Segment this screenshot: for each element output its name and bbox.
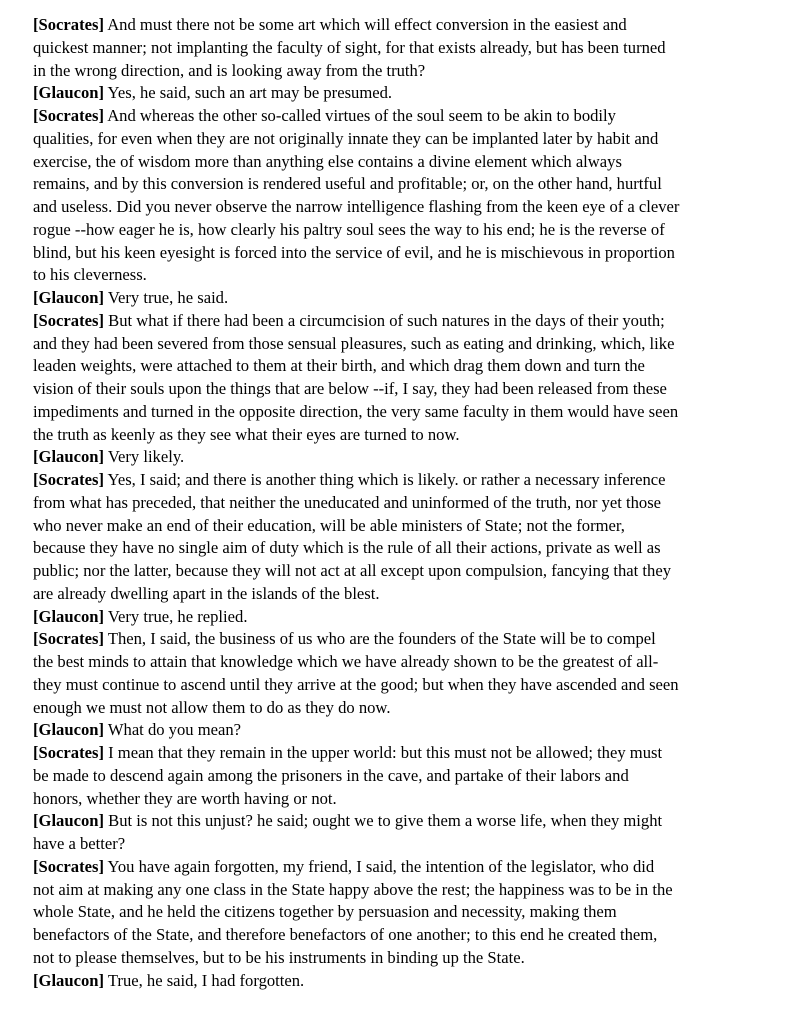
dialogue-turn-line — [33, 378, 753, 401]
speaker-label: [Glaucon] — [33, 811, 104, 831]
dialogue-turn-line — [33, 537, 753, 560]
dialogue-turn-line — [33, 242, 753, 265]
dialogue-turn-line — [33, 264, 753, 287]
speaker-name: Glaucon — [38, 83, 99, 103]
speaker-label: [Socrates] — [33, 629, 104, 649]
dialogue-turn-line — [33, 219, 753, 242]
dialogue-turn-line — [33, 196, 753, 219]
dialogue-turn-line — [33, 947, 753, 970]
dialogue-turn-first-line — [33, 310, 753, 333]
dialogue-line-text: I mean that they remain in the upper world: but this must not be allowed; they must — [108, 743, 663, 762]
dialogue-line-text: But what if there had been a circumcision of such natures in the days of their youth; — [108, 310, 665, 330]
dialogue-turn-line — [33, 333, 753, 356]
speaker-label: [Glaucon] — [33, 720, 104, 740]
speaker-name: Socrates — [38, 310, 99, 330]
speaker-name: Socrates — [38, 470, 99, 489]
dialogue-line-text: the best minds to attain that knowledge which we have already shown to be the greatest of all- — [33, 652, 659, 671]
speaker-name: Socrates — [38, 106, 99, 125]
speaker-label: [Socrates] — [33, 310, 104, 330]
dialogue-turn-first-line — [33, 628, 753, 651]
dialogue-line-text: exercise, the of wisdom more than anything else contains a divine element which always — [33, 151, 622, 171]
dialogue-line-text: Very likely. — [107, 447, 185, 467]
speaker-label: [Glaucon] — [33, 288, 104, 307]
dialogue-turn-first-line — [33, 287, 753, 310]
dialogue-line-text: And whereas the other so-called virtues of the soul seem to be akin to bodily — [107, 106, 616, 125]
dialogue-turn-line — [33, 60, 753, 83]
dialogue-turn-line — [33, 173, 753, 196]
dialogue-line-text: leaden weights, were attached to them at their birth, and which drag them down and turn the — [33, 356, 645, 376]
dialogue-line-text: True, he said, I had forgotten. — [107, 970, 305, 990]
speaker-label: [Socrates] — [33, 856, 104, 876]
dialogue-line-text: But is not this unjust? he said; ought we to give them a worse life, when they might — [108, 811, 663, 831]
dialogue-line-text: You have again forgotten, my friend, I said, the intention of the legislator, who did — [107, 856, 655, 876]
dialogue-line-text: blind, but his keen eyesight is forced into the service of evil, and he is mischievous in proportion — [33, 242, 675, 262]
dialogue-line-text: have a better? — [33, 834, 126, 853]
dialogue-text — [33, 14, 753, 992]
dialogue-line-text: quickest manner; not implanting the faculty of sight, for that exists already, but has been turned — [33, 37, 666, 57]
dialogue-line-text: in the wrong direction, and is looking away from the truth? — [33, 60, 426, 80]
dialogue-turn-line — [33, 788, 753, 811]
dialogue-turn-line — [33, 515, 753, 538]
dialogue-line-text: Yes, I said; and there is another thing which is likely. or rather a necessary inference — [107, 470, 666, 489]
dialogue-turn-first-line — [33, 446, 753, 469]
dialogue-line-text: honors, whether they are worth having or not. — [33, 788, 337, 808]
dialogue-turn-first-line — [33, 810, 753, 833]
dialogue-turn-line — [33, 492, 753, 515]
dialogue-line-text: they must continue to ascend until they arrive at the good; but when they have ascended and seen — [33, 674, 679, 694]
dialogue-line-text: whole State, and he held the citizens together by persuasion and necessity, making them — [33, 902, 617, 922]
dialogue-line-text: the truth as keenly as they see what their eyes are turned to now. — [33, 424, 460, 444]
dialogue-line-text: Very true, he replied. — [107, 606, 248, 626]
dialogue-turn-line — [33, 697, 753, 720]
dialogue-line-text: remains, and by this conversion is rendered useful and profitable; or, on the other hand, hurtful — [33, 174, 662, 194]
dialogue-line-text: enough we must not allow them to do as they do now. — [33, 697, 391, 717]
speaker-name: Glaucon — [38, 970, 99, 990]
dialogue-line-text: not aim at making any one class in the State happy above the rest; the happiness was to be in the — [33, 879, 673, 899]
speaker-name: Socrates — [38, 856, 99, 876]
dialogue-line-text: because they have no single aim of duty which is the rule of all their actions, private as well as — [33, 538, 661, 558]
dialogue-turn-first-line — [33, 970, 753, 993]
dialogue-turn-line — [33, 674, 753, 697]
dialogue-turn-line — [33, 424, 753, 447]
speaker-label: [Socrates] — [33, 106, 104, 125]
dialogue-line-text: qualities, for even when they are not originally innate they can be implanted later by habit and — [33, 128, 659, 148]
dialogue-turn-line — [33, 879, 753, 902]
dialogue-line-text: rogue --how eager he is, how clearly his paltry soul sees the way to his end; he is the reverse of — [33, 219, 665, 239]
dialogue-turn-first-line — [33, 14, 753, 37]
dialogue-line-text: who never make an end of their education, will be able ministers of State; not the former, — [33, 515, 625, 535]
dialogue-line-text: benefactors of the State, and therefore benefactors of one another; to this end he created them, — [33, 925, 658, 944]
speaker-label: [Glaucon] — [33, 606, 104, 626]
dialogue-line-text: are already dwelling apart in the islands of the blest. — [33, 583, 380, 603]
dialogue-turn-line — [33, 901, 753, 924]
speaker-name: Glaucon — [38, 447, 99, 467]
dialogue-turn-line — [33, 151, 753, 174]
dialogue-line-text: vision of their souls upon the things that are below --if, I say, they had been released from these — [33, 379, 667, 398]
dialogue-turn-line — [33, 583, 753, 606]
dialogue-line-text: not to please themselves, but to be his instruments in binding up the State. — [33, 947, 525, 967]
speaker-name: Glaucon — [38, 606, 99, 626]
speaker-label: [Glaucon] — [33, 447, 104, 467]
dialogue-turn-line — [33, 765, 753, 788]
dialogue-line-text: Very true, he said. — [107, 288, 229, 307]
dialogue-turn-first-line — [33, 105, 753, 128]
speaker-label: [Glaucon] — [33, 83, 104, 103]
dialogue-turn-first-line — [33, 719, 753, 742]
speaker-name: Glaucon — [38, 720, 99, 740]
dialogue-turn-line — [33, 128, 753, 151]
dialogue-line-text: and they had been severed from those sensual pleasures, such as eating and drinking, which, like — [33, 333, 675, 353]
dialogue-line-text: And must there not be some art which will effect conversion in the easiest and — [107, 15, 627, 34]
dialogue-turn-line — [33, 355, 753, 378]
dialogue-line-text: impediments and turned in the opposite direction, the very same faculty in them would have seen — [33, 401, 679, 421]
speaker-label: [Socrates] — [33, 15, 104, 34]
dialogue-turn-first-line — [33, 742, 753, 765]
dialogue-turn-line — [33, 651, 753, 674]
dialogue-line-text: Then, I said, the business of us who are the founders of the State will be to compel — [107, 629, 656, 649]
dialogue-turn-first-line — [33, 82, 753, 105]
dialogue-line-text: public; nor the latter, because they will not act at all except upon compulsion, fancying that they — [33, 561, 672, 580]
dialogue-turn-first-line — [33, 606, 753, 629]
dialogue-turn-line — [33, 560, 753, 583]
dialogue-turn-first-line — [33, 469, 753, 492]
dialogue-turn-line — [33, 833, 753, 856]
speaker-label: [Socrates] — [33, 743, 104, 762]
dialogue-line-text: and useless. Did you never observe the narrow intelligence flashing from the keen eye of a clever — [33, 197, 680, 216]
speaker-name: Socrates — [38, 629, 99, 649]
speaker-name: Glaucon — [38, 288, 99, 307]
dialogue-turn-line — [33, 924, 753, 947]
speaker-name: Socrates — [38, 15, 99, 34]
dialogue-line-text: Yes, he said, such an art may be presumed. — [107, 83, 393, 103]
dialogue-line-text: be made to descend again among the prisoners in the cave, and partake of their labors and — [33, 765, 629, 785]
dialogue-turn-first-line — [33, 856, 753, 879]
speaker-label: [Socrates] — [33, 470, 104, 489]
dialogue-turn-line — [33, 401, 753, 424]
dialogue-line-text: What do you mean? — [107, 720, 242, 740]
dialogue-line-text: from what has preceded, that neither the uneducated and uninformed of the truth, nor yet those — [33, 492, 662, 512]
speaker-name: Socrates — [38, 743, 99, 762]
dialogue-line-text: to his cleverness. — [33, 265, 147, 285]
speaker-name: Glaucon — [38, 811, 99, 831]
dialogue-turn-line — [33, 37, 753, 60]
speaker-label: [Glaucon] — [33, 970, 104, 990]
